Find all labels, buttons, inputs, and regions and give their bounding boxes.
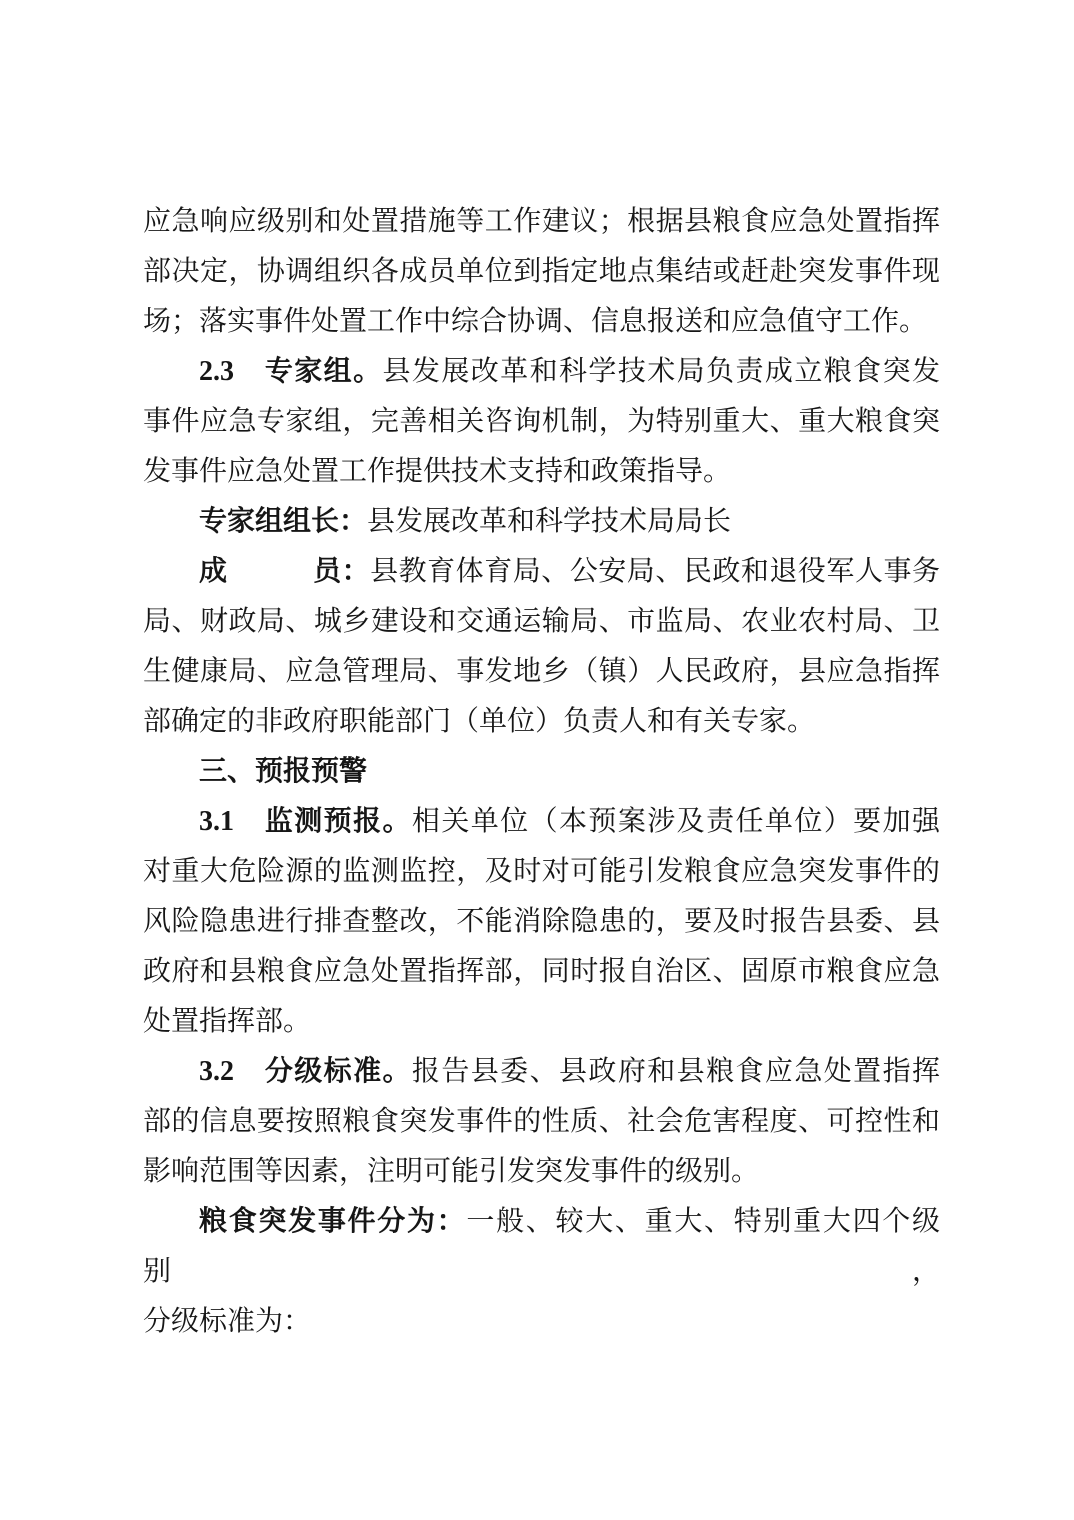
text-line-section-3-1 (143, 797, 940, 847)
text-segment: 相关单位（本预案涉及责任单位）要加强 (411, 806, 940, 837)
text-segment: 对重大危险源的监测监控，及时对可能引发粮食应急突发事件的 (143, 856, 940, 887)
text-line (143, 1147, 940, 1197)
text-segment: 影响范围等因素，注明可能引发突发事件的级别。 (143, 1156, 760, 1187)
section-heading (143, 747, 940, 797)
text-line (143, 947, 940, 997)
text-line (143, 997, 940, 1047)
text-segment: 县发展改革和科学技术局局长 (367, 506, 732, 537)
bold-segment: 2.3 专家组。 (199, 356, 383, 387)
text-line (143, 1097, 940, 1147)
text-line-event-levels (143, 1197, 940, 1297)
text-segment: 部决定，协调组织各成员单位到指定地点集结或赶赴突发事件现 (143, 256, 940, 287)
text-segment: 局、财政局、城乡建设和交通运输局、市监局、农业农村局、卫 (143, 606, 940, 637)
text-line-expert-group-leader (143, 497, 940, 547)
text-line (143, 897, 940, 947)
text-line (143, 197, 940, 247)
bold-segment: 粮食突发事件分为： (199, 1206, 467, 1237)
bold-segment: 专家组组长： (199, 506, 368, 537)
text-segment: 发事件应急处置工作提供技术支持和政策指导。 (143, 456, 732, 487)
bold-segment: 3.1 监测预报。 (199, 806, 412, 837)
text-line-section-2-3 (143, 347, 940, 397)
text-segment: 报告县委、县政府和县粮食应急处置指挥 (411, 1056, 940, 1087)
text-line (143, 647, 940, 697)
text-segment: 应急响应级别和处置措施等工作建议；根据县粮食应急处置指挥 (143, 206, 940, 237)
text-line (143, 447, 940, 497)
text-segment: 处置指挥部。 (143, 1006, 312, 1037)
bold-segment: 3.2 分级标准。 (199, 1056, 412, 1087)
text-segment: 分级标准为： (143, 1306, 312, 1337)
text-segment: 部确定的非政府职能部门（单位）负责人和有关专家。 (143, 706, 816, 737)
text-segment: 事件应急专家组，完善相关咨询机制，为特别重大、重大粮食突 (143, 406, 940, 437)
bold-segment: 成 员： (199, 556, 371, 587)
text-line (143, 1297, 940, 1347)
text-segment: 场；落实事件处置工作中综合协调、信息报送和应急值守工作。 (143, 306, 928, 337)
text-line (143, 597, 940, 647)
text-line (143, 247, 940, 297)
text-segment: 县教育体育局、公安局、民政和退役军人事务 (370, 556, 940, 587)
text-line (143, 297, 940, 347)
text-line (143, 697, 940, 747)
text-line (143, 397, 940, 447)
bold-segment: 三、预报预警 (199, 756, 368, 787)
text-segment: 一般、较大、重大、特别重大四个级别， (143, 1206, 940, 1287)
text-line (143, 847, 940, 897)
text-segment: 县发展改革和科学技术局负责成立粮食突发 (382, 356, 940, 387)
text-segment: 生健康局、应急管理局、事发地乡（镇）人民政府，县应急指挥 (143, 656, 940, 687)
text-segment: 风险隐患进行排查整改，不能消除隐患的，要及时报告县委、县 (143, 906, 940, 937)
text-line-section-3-2 (143, 1047, 940, 1097)
text-segment: 政府和县粮食应急处置指挥部，同时报自治区、固原市粮食应急 (143, 956, 940, 987)
text-segment: 部的信息要按照粮食突发事件的性质、社会危害程度、可控性和 (143, 1106, 940, 1137)
text-line-members (143, 547, 940, 597)
